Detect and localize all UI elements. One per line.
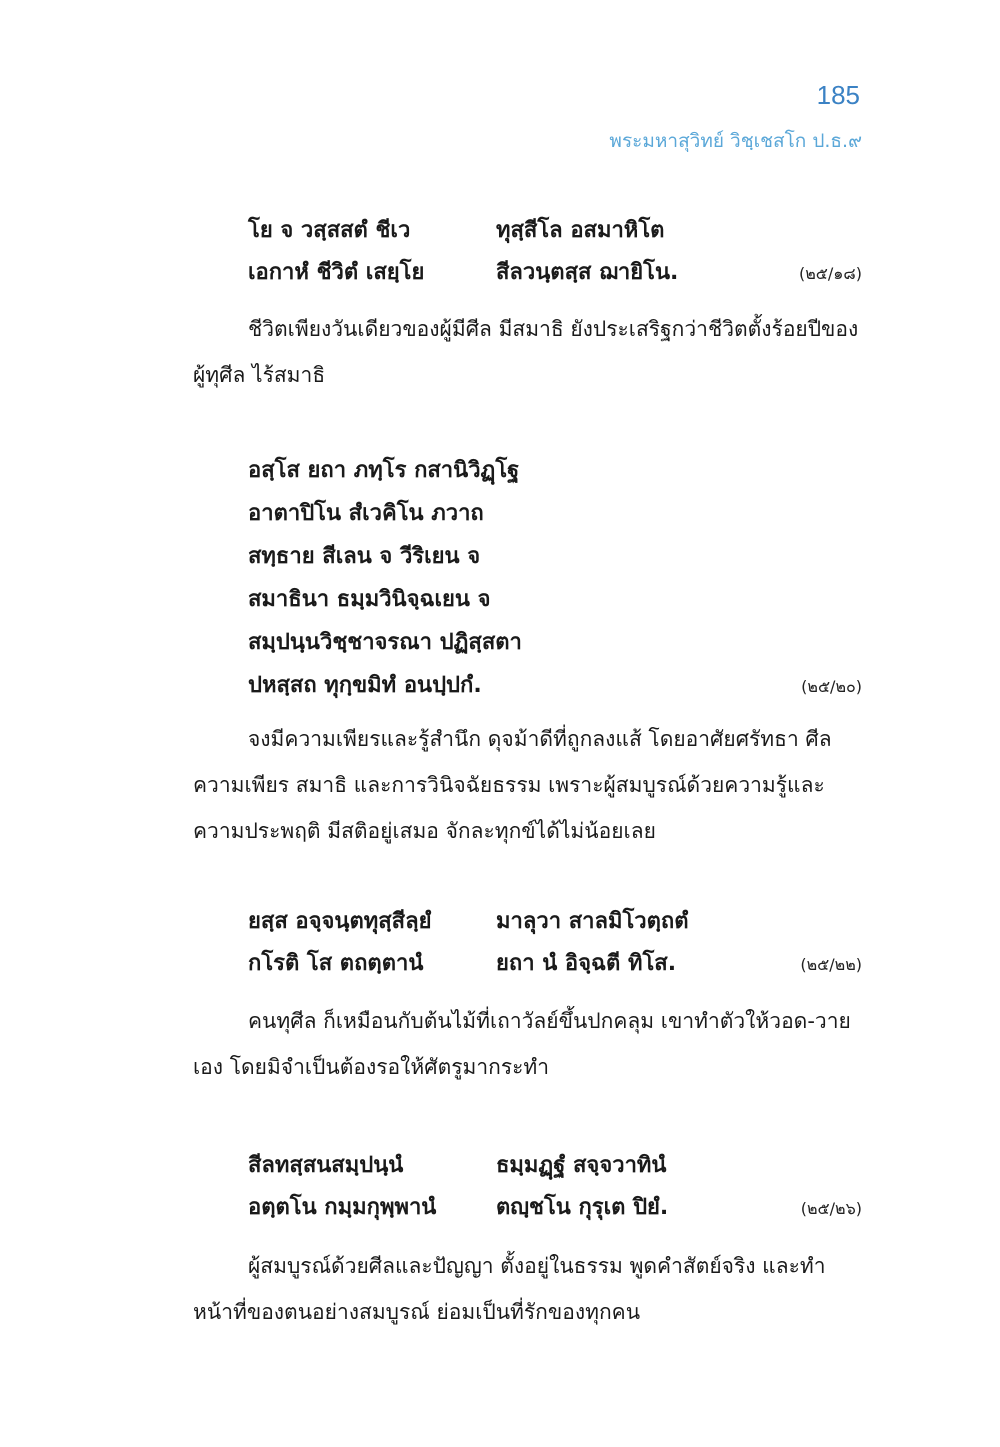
running-header-author: พระมหาสุวิทย์ วิชฺเชสโก ป.ธ.๙ [609,130,862,152]
translation-4 [193,1243,861,1335]
translation-2 [193,716,861,854]
verse-line-text: อาตาปิโน สํเวคิโน ภวาถ [248,501,484,526]
translation-text: ผู้สมบูรณ์ด้วยศีลและปัญญา ตั้งอยู่ในธรรม พูดคำสัตย์จริง และทำหน้าที่ของตนอย่างสมบูรณ์ ย่อมเป็นที่รักของทุกคน [193,1254,826,1324]
page-number: 185 [816,80,860,110]
verse-hemistich-a: กโรติ โส ตถตฺตานํ [248,951,424,976]
verse-hemistich-b: ยถา นํ อิจฺฉตี ทิโส. [496,951,677,976]
verse-line [248,212,862,254]
verse-line-text: สมฺปนฺนวิชฺชาจรณา ปฏิสฺสตา [248,630,522,655]
translation-1 [193,306,861,398]
verse-hemistich-a: ยสฺส อจฺจนฺตทุสฺสีลฺยํ [248,909,432,934]
verse-line [248,945,862,987]
verse-line-text: อสฺโส ยถา ภทฺโร กสานิวิฏฺโฐ [248,458,520,483]
verse-line [248,538,862,581]
verse-hemistich-b: มาลุวา สาลมิโวตฺถตํ [496,909,689,934]
verse-line-text: ปหสฺสถ ทุกฺขมิทํ อนปฺปกํ. [248,673,482,698]
verse-reference: (๒๕/๒๒) [800,955,862,974]
verse-line-text: สมาธินา ธมฺมวินิจฺฉเยน จ [248,587,491,612]
verse-line [248,495,862,538]
verse-line-text: สทฺธาย สีเลน จ วีริเยน จ [248,544,481,569]
verse-hemistich-a: เอกาหํ ชีวิตํ เสยฺโย [248,260,425,285]
verse-hemistich-a: โย จ วสฺสสตํ ชีเว [248,218,411,243]
verse-reference: (๒๕/๑๘) [798,264,862,283]
translation-text: จงมีความเพียรและรู้สำนึก ดุจม้าดีที่ถูกลงแส้ โดยอาศัยศรัทธา ศีล ความเพียร สมาธิ และการวินิจฉัยธรรม เพราะผู้สมบูรณ์ด้วยความรู้และความประพฤติ มีสติอยู่เสมอ จักละทุกข์ได้ไม่น้อยเลย [193,727,832,843]
verse-line [248,624,862,667]
translation-3 [193,998,861,1090]
verse-line [248,254,862,296]
verse-line [248,903,862,945]
verse-hemistich-b: สีลวนฺตสฺส ฌายิโน. [496,260,679,285]
verse-hemistich-a: อตฺตโน กมฺมกุพฺพานํ [248,1195,437,1220]
verse-3 [248,903,862,987]
verse-reference: (๒๕/๒๖) [800,1199,862,1218]
verse-line [248,1189,862,1231]
verse-line [248,1147,862,1189]
verse-hemistich-b: ธมฺมฏฺฐํ สจฺจวาทินํ [496,1153,667,1178]
verse-1 [248,212,862,296]
verse-hemistich-a: สีลทสฺสนสมฺปนฺนํ [248,1153,404,1178]
verse-reference: (๒๕/๒๐) [801,677,862,696]
translation-text: คนทุศีล ก็เหมือนกับต้นไม้ที่เถาวัลย์ขึ้นปกคลุม เขาทำตัวให้วอด-วายเอง โดยมิจำเป็นต้องรอให้ศัตรูมากระทำ [193,1009,851,1079]
verse-hemistich-b: ทุสฺสีโล อสมาหิโต [496,218,665,243]
verse-line [248,581,862,624]
verse-4 [248,1147,862,1231]
translation-text: ชีวิตเพียงวันเดียวของผู้มีศีล มีสมาธิ ยังประเสริฐกว่าชีวิตตั้งร้อยปีของผู้ทุศีล ไร้สมาธิ [193,317,859,387]
verse-hemistich-b: ตญฺชโน กุรุเต ปิยํ. [496,1195,669,1220]
verse-line [248,452,862,495]
verse-2 [248,452,862,710]
verse-line [248,667,862,710]
